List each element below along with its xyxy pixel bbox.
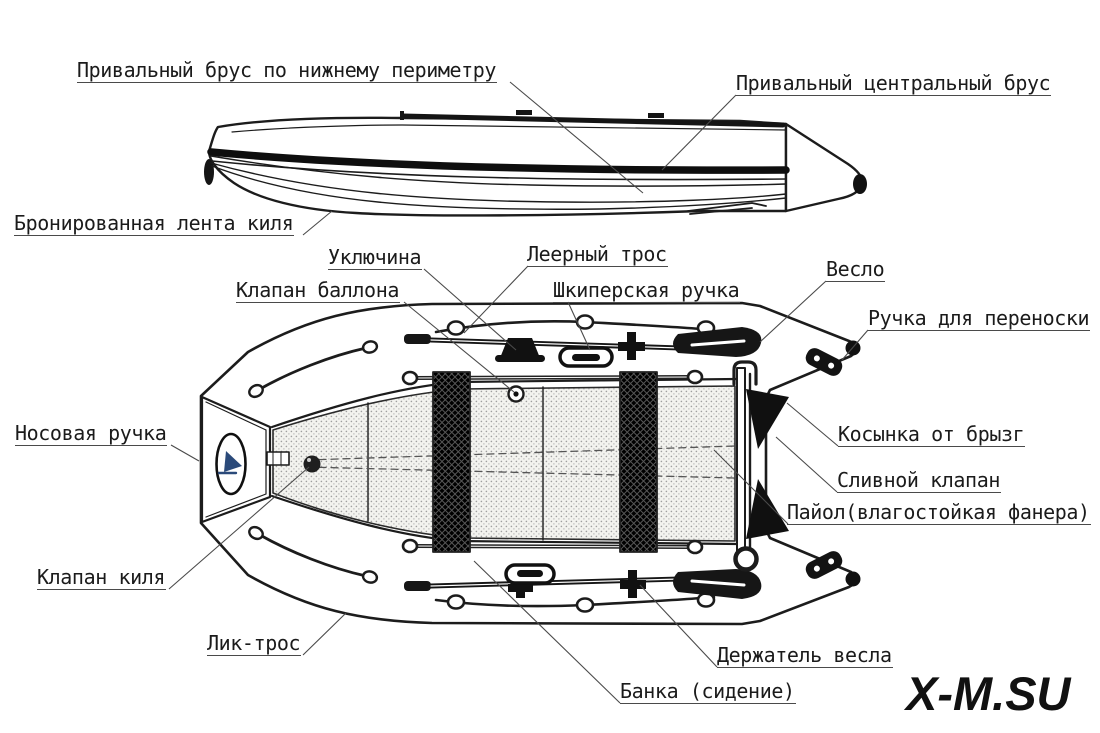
label-oarlock: Уключина — [328, 245, 422, 269]
label-gunwale-central: Привальный центральный брус — [736, 71, 1051, 95]
label-bow-handle: Носовая ручка — [15, 421, 167, 445]
label-oar: Весло — [826, 257, 885, 281]
label-drain-valve: Сливной клапан — [837, 468, 1000, 492]
top-view-drawing — [201, 303, 861, 624]
label-oar-holder: Держатель весла — [717, 643, 892, 667]
label-gunwale-lower: Привальный брус по нижнему периметру — [77, 58, 497, 82]
label-grab-rope: Леерный трос — [527, 242, 667, 266]
label-bolt-rope: Лик-трос — [207, 631, 301, 655]
watermark-text: X-M.SU — [906, 667, 1071, 720]
label-keel-valve: Клапан киля — [37, 565, 166, 589]
label-keel-band: Бронированная лента киля — [14, 211, 294, 235]
label-seat: Банка (сидение) — [620, 679, 795, 703]
label-splash-guard: Косынка от брызг — [838, 422, 1025, 446]
label-floorboard: Пайол(влагостойкая фанера) — [787, 500, 1090, 524]
label-carry-handle: Ручка для переноски — [868, 306, 1090, 330]
sail-logo-icon — [217, 434, 246, 494]
side-view-drawing — [204, 110, 867, 215]
label-tube-valve: Клапан баллона — [236, 278, 399, 302]
label-skipper-handle: Шкиперская ручка — [553, 278, 740, 302]
